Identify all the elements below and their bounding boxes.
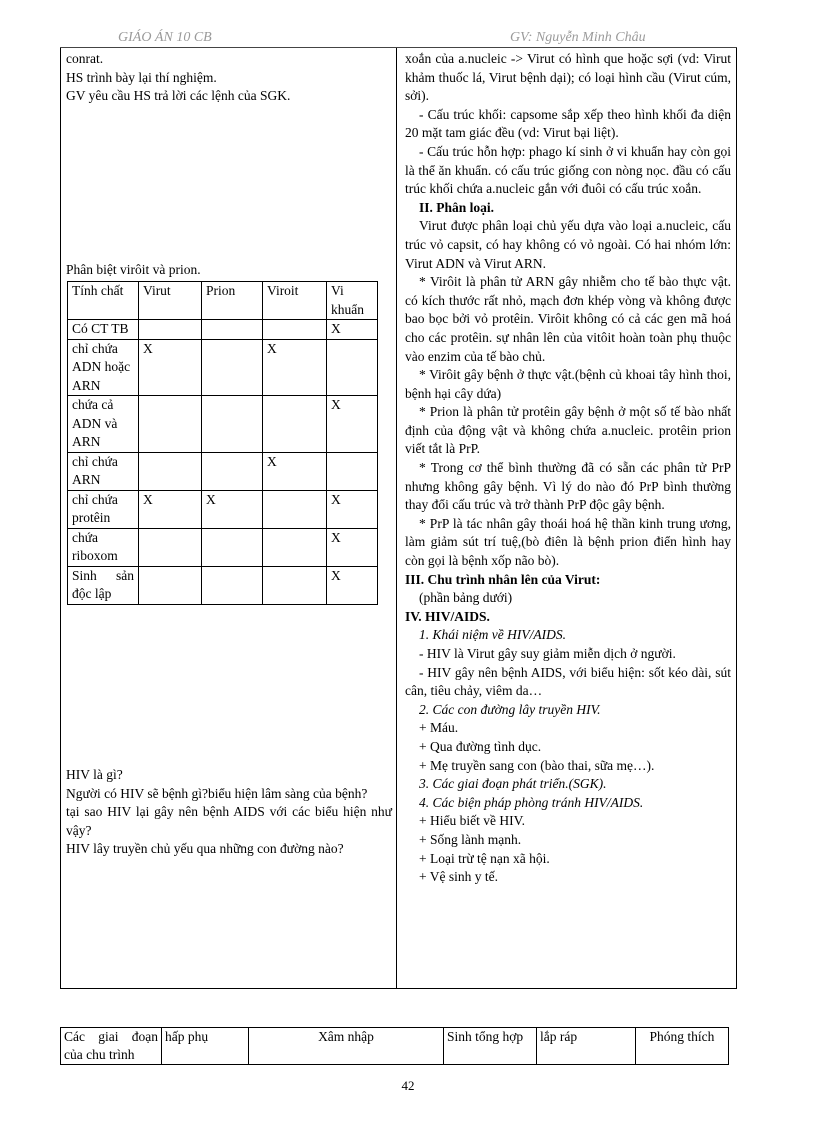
- stage-cell: Xâm nhập: [249, 1028, 444, 1065]
- mark-cell: X: [327, 396, 378, 453]
- property-cell: chỉ chứa protêin: [68, 490, 139, 528]
- question: Người có HIV sẽ bệnh gì?biểu hiện lâm sàng của bệnh?: [66, 785, 368, 801]
- subsection-heading: 3. Các giai đoạn phát triển.(SGK).: [419, 776, 607, 792]
- mark-cell: X: [327, 490, 378, 528]
- property-cell: chỉ chứa ADN hoặc ARN: [68, 339, 139, 396]
- question: HIV lây truyền chủ yếu qua những con đường nào?: [66, 841, 344, 856]
- header-right: GV: Nguyễn Minh Châu: [510, 30, 646, 45]
- mark-cell: [139, 528, 202, 566]
- table-row: [68, 452, 378, 490]
- header-cell: Tính chất: [68, 282, 139, 320]
- mark-cell: [139, 452, 202, 490]
- mark-cell: [139, 320, 202, 340]
- mark-cell: [139, 396, 202, 453]
- paragraph: - Cấu trúc khối: capsome sắp xếp theo hình khối đa diện 20 mặt tam giác đều (vd: Virut bại liệt).: [405, 106, 731, 141]
- list-item: + Hiểu biết về HIV.: [419, 813, 525, 829]
- mark-cell: [263, 490, 327, 528]
- subsection-heading: 4. Các biện pháp phòng tránh HIV/AIDS.: [419, 794, 644, 810]
- mark-cell: X: [139, 490, 202, 528]
- mark-cell: [202, 339, 263, 396]
- stage-cell: Các giai đoạn của chu trình: [61, 1028, 162, 1065]
- paragraph: - HIV là Virut gây suy giảm miễn dịch ở người.: [419, 646, 676, 661]
- table-row: [68, 320, 378, 340]
- mark-cell: X: [327, 320, 378, 340]
- header-cell: Virut: [139, 282, 202, 320]
- content-column: [405, 50, 731, 887]
- mark-cell: [263, 566, 327, 604]
- mark-cell: [327, 452, 378, 490]
- paragraph: xoắn của a.nucleic -> Virut có hình que hoặc sợi (vd: Virut khảm thuốc lá, Virut bệnh dại); có loại hình cầu (Virut cúm, sởi).: [405, 51, 731, 104]
- page-number: 42: [401, 1078, 415, 1093]
- list-item: + Vệ sinh y tế.: [419, 869, 498, 885]
- property-cell: chứa cả ADN và ARN: [68, 396, 139, 453]
- paragraph: * PrP là tác nhân gây thoái hoá hệ thần kinh trung ương, làm giảm sút trí tuệ,(bò điên là bệnh prion điển hình hay còn gọi là bệnh xốp não bò).: [405, 515, 731, 569]
- table-row: [68, 528, 378, 566]
- paragraph: Virut được phân loại chủ yếu dựa vào loại a.nucleic, cấu trúc vỏ capsit, có hay không có vỏ ngoài. Có hai nhóm lớn: Virut ADN và Virut ARN.: [405, 218, 731, 271]
- list-item: + Loại trừ tệ nạn xã hội.: [419, 850, 550, 866]
- mark-cell: [202, 396, 263, 453]
- list-item: + Máu.: [419, 720, 459, 736]
- section-heading: II. Phân loại.: [419, 199, 495, 215]
- comparison-table: [67, 281, 378, 605]
- comparison-table-title: Phân biệt virôit và prion.: [66, 262, 201, 277]
- paragraph: * Virôit gây bệnh ở thực vật.(bệnh củ khoai tây hình thoi, bệnh hại cây dứa): [405, 367, 731, 401]
- header-cell: Viroit: [263, 282, 327, 320]
- property-cell: chứa riboxom: [68, 528, 139, 566]
- mark-cell: X: [139, 339, 202, 396]
- mark-cell: [202, 452, 263, 490]
- paragraph: - HIV gây nên bệnh AIDS, với biểu hiện: sốt kéo dài, sút cân, tiêu chảy, viêm da…: [405, 664, 731, 699]
- stage-cell: lắp ráp: [537, 1028, 636, 1065]
- question: HIV là gì?: [66, 767, 123, 782]
- mark-cell: [202, 528, 263, 566]
- table-row: [68, 396, 378, 453]
- table-row: [68, 339, 378, 396]
- left-line: conrat.: [66, 51, 104, 66]
- mark-cell: [263, 528, 327, 566]
- hiv-questions: [66, 766, 392, 859]
- mark-cell: [139, 566, 202, 604]
- mark-cell: [263, 396, 327, 453]
- subsection-heading: 2. Các con đường lây truyền HIV.: [419, 701, 601, 717]
- table-header-row: [68, 282, 378, 320]
- mark-cell: X: [327, 566, 378, 604]
- mark-cell: X: [327, 528, 378, 566]
- teacher-activity-column: [66, 50, 392, 106]
- mark-cell: [202, 320, 263, 340]
- stage-cell: hấp phụ: [162, 1028, 249, 1065]
- paragraph: - Cấu trúc hỗn hợp: phago kí sinh ở vi khuẩn hay còn gọi là thể ăn khuẩn. có cấu trúc giống con nòng nọc. đầu có cấu trúc khối chứa a.nucleic gắn với đuôi có cấu trúc xoắn.: [405, 143, 731, 197]
- left-line: HS trình bày lại thí nghiệm.: [66, 69, 217, 85]
- property-cell: Có CT TB: [68, 320, 139, 340]
- paragraph: (phần bảng dưới): [419, 590, 513, 606]
- mark-cell: X: [263, 339, 327, 396]
- property-cell: chỉ chứa ARN: [68, 452, 139, 490]
- table-row: [61, 1028, 729, 1065]
- paragraph: * Prion là phân tử protêin gây bệnh ở một số tế bào nhất định của động vật và không chứa a.nucleic. protêin prion viết tắt là PrP.: [405, 404, 731, 457]
- header-cell: Vi khuẩn: [327, 282, 378, 320]
- mark-cell: X: [202, 490, 263, 528]
- lesson-table: [60, 48, 737, 989]
- replication-stages-table: [60, 1027, 729, 1065]
- header-left: GIÁO ÁN 10 CB: [118, 30, 212, 45]
- list-item: + Sống lành mạnh.: [419, 831, 522, 847]
- section-heading: III. Chu trình nhân lên của Virut:: [405, 571, 601, 587]
- list-item: + Mẹ truyền sang con (bào thai, sữa mẹ…).: [419, 757, 655, 773]
- question: tại sao HIV lại gây nên bệnh AIDS với các biểu hiện như vậy?: [66, 804, 392, 838]
- mark-cell: [327, 339, 378, 396]
- table-row: [68, 490, 378, 528]
- mark-cell: [263, 320, 327, 340]
- stage-cell: Phóng thích: [636, 1028, 729, 1065]
- left-line: GV yêu cầu HS trả lời các lệnh của SGK.: [66, 88, 291, 103]
- stage-cell: Sinh tổng hợp: [444, 1028, 537, 1065]
- mark-cell: [202, 566, 263, 604]
- column-divider: [396, 48, 397, 988]
- property-cell: Sinh sản độc lập: [68, 566, 139, 604]
- header-cell: Prion: [202, 282, 263, 320]
- mark-cell: X: [263, 452, 327, 490]
- subsection-heading: 1. Khái niệm về HIV/AIDS.: [419, 627, 566, 643]
- section-heading: IV. HIV/AIDS.: [405, 608, 490, 624]
- table-row: [68, 566, 378, 604]
- paragraph: * Virôit là phân tử ARN gây nhiễm cho tế bào thực vật. có kích thước rất nhỏ, mạch đơn khép vòng và không được bao bọc bởi vỏ protêin. Virôit không có cả các gen mã hoá cho các protêin. sự nhân lên của vitôit hoàn toàn phụ thuộc vào enzim của tế bào chủ.: [405, 274, 731, 364]
- list-item: + Qua đường tình dục.: [419, 738, 542, 754]
- paragraph: * Trong cơ thể bình thường đã có sẵn các phân tử PrP nhưng không gây bệnh. Vì lý do nào đó PrP bình thường thay đổi cấu trúc và trở thành PrP độc gây bệnh.: [405, 460, 731, 513]
